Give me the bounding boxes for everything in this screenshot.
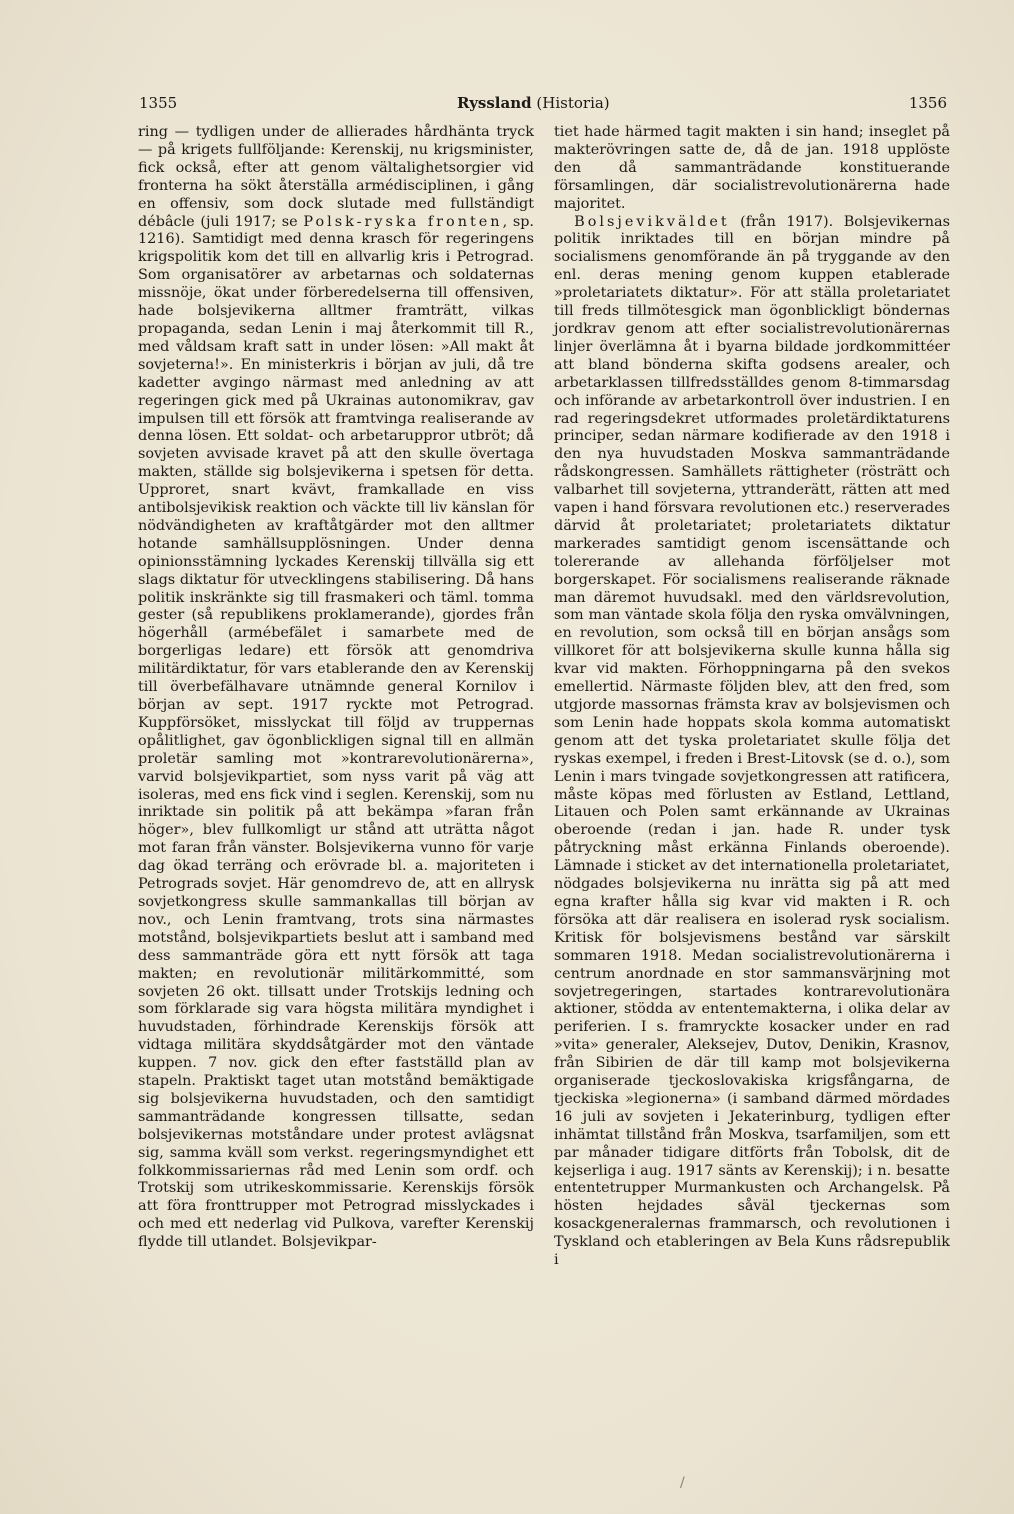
article-title: Ryssland — [457, 94, 532, 112]
right-column — [554, 124, 950, 1270]
left-column — [138, 124, 534, 1252]
page-number-left: 1355 — [139, 94, 178, 112]
left-paragraph — [138, 124, 534, 1252]
page-number-right: 1356 — [908, 94, 947, 112]
section-heading: Bolsjevikväldet — [574, 213, 730, 230]
left-text-b: , sp. 1216). Samtidigt med denna krasch för regeringens krigspolitik kom det till en allvarlig kris i Petrograd. Som organisatörer av arbetarnas och soldaternas missnöje, ökat under förberedelserna till offensiven, hade bolsjevikerna alltmer framträtt, vilkas propaganda, sedan Lenin i maj återkommit till R., med våldsam kraft satt in under lösen: »All makt åt sovjeterna!». En ministerkris i början av juli, då tre kadetter avgingo närmast med anledning av att regeringen gick med på Ukrainas autonomikrav, gav impulsen till ett försök att framtvinga realiserande av denna lösen. Ett soldat- och arbetaruppror utbröt; då sovjeten avvisade kravet på att den skulle övertaga makten, ställde sig bolsjevikerna i spetsen för detta. Upproret, snart kvävt, framkallade en viss antibolsjevikisk reaktion och väckte till liv känslan för nödvändigheten av kraftåtgärder mot den alltmer hotande samhällsupplösningen. Under denna opinionsstämning lyckades Kerenskij tillvälla sig ett slags diktatur för utvecklingens stabilisering. Då hans politik inskränkte sig till frasmakeri och täml. tomma gester (så republikens proklamerande), gjordes från högerhåll (armébefälet i samarbete med de borgerligas ledare) ett försök att genomdriva militärdiktatur, för vars etablerande den av Kerenskij till överbefälhavare utnämnde general Kornilov i början av sept. 1917 ryckte mot Petrograd. Kuppförsöket, misslyckat till följd av truppernas opålitlighet, gav ögonblickligen signal till en allmän proletär samling mot »kontrarevolutionärerna», varvid bolsjevikpartiet, som nyss varit på väg att isoleras, med ens fick vind i seglen. Kerenskij, som nu inriktade sin politik på att bekämpa »faran från höger», blev fullkomligt ur stånd att uträtta något mot faran från vänster. Bolsjevikerna vunno för varje dag ökad terräng och erövrade bl. a. majoriteten i Petrograds sovjet. Här genomdrevo de, att en allrysk sovjetkongress skulle sammankallas till början av nov., och Lenin framtvang, trots sina närmastes motstånd, bolsjevikpartiets beslut att i samband med dess sammanträde göra ett nytt försök att taga makten; en revolutionär militärkommitté, som sovjeten 26 okt. tillsatt under Trotskijs ledning och som förklarade sig vara högsta militära myndighet i huvudstaden, förhindrade Kerenskijs försök att vidtaga militära skyddsåtgärder mot den väntade kuppen. 7 nov. gick den efter fastställd plan av stapeln. Praktiskt taget utan motstånd bemäktigade sig bolsjevikerna huvudstaden, och den samtidigt sammanträdande kongressen tillsatte, sedan bolsjevikernas motståndare under protest avlägsnat sig, samma kväll som verkst. regeringsmyndighet ett folkkommissariernas råd med Lenin som ordf. och Trotskij som utrikeskommissarie. Kerenskijs försök att föra fronttrupper mot Petrograd misslyckades i och med ett nederlag vid Pulkova, varefter Kerenskij flydde till utlandet. Bolsjevikpar- — [138, 213, 534, 1251]
pencil-mark: / — [680, 1475, 685, 1491]
running-head — [137, 94, 947, 116]
right-text-body: (från 1917). Bolsjevikernas politik inriktades till en början mindre på socialismens genomförande än på tryggande av den enl. deras mening genom kuppen etablerade »proletariatets diktatur». För att ställa proletariatet till freds tillmötesgick man ögonblickligt böndernas jordkrav genom att efter socialistrevolutionärernas linjer överlämna åt i byarna bildade jordkommittéer att bland bönderna skifta godsens arealer, och arbetarklassen tillfredsställdes genom 8-timmarsdag och införande av arbetarkontroll över industrien. I en rad regeringsdekret utformades proletärdiktaturens principer, sedan närmare kodifierade av den 1918 i den nya huvudstaden Moskva sammanträdande rådskongressen. Samhällets rättigheter (rösträtt och valbarhet till sovjeterna, yttranderätt, rätten att med vapen i hand försvara revolutionen etc.) reserverades därvid åt proletariatet; proletariatets diktatur markerades samtidigt genom iscensättande och tolererande av allehanda förföljelser mot borgerskapet. För socialismens realiserande räknade man däremot huvudsakl. med den världsrevolution, som man väntade skola följa den ryska omvälvningen, en revolution, som också till en början ansågs som villkoret för att bolsjevikerna skulle kunna hålla sig kvar vid makten. Förhoppningarna på den svekos emellertid. Närmaste följden blev, att den fred, som utgjorde massornas främsta krav av bolsjevismen och som Lenin hade hoppats skola komma automatiskt genom att det tyska proletariatet skulle följa det ryskas exempel, i freden i Brest-Litovsk (se d. o.), som Lenin i mars tvingade sovjetkongressen att ratificera, måste köpas med förlusten av Estland, Lettland, Litauen och Polen samt erkännande av Ukrainas oberoende (redan i jan. hade R. under tysk påtryckning måst erkänna Finlands oberoende). Lämnade i sticket av det internationella proletariatet, nödgades bolsjevikerna nu inrätta sig på att med egna krafter hålla sig kvar vid makten i R. och försöka att där realisera en isolerad rysk socialism. Kritisk för bolsjevismens bestånd var särskilt sommaren 1918. Medan socialistrevolutionärerna i centrum anordnade en stor sammansvärjning mot sovjetregeringen, startades kontrarevolutionära aktioner, stödda av ententemakterna, i olika delar av periferien. I s. framryckte kosacker under en rad »vita» generaler, Aleksejev, Dutov, Denikin, Krasnov, från Sibirien de där till kamp mot bolsjevikerna organiserade tjeckoslovakiska krigsfångarna, de tjeckiska »legionerna» (i samband därmed mördades 16 juli av sovjeten i Jekaterinburg, tydligen efter inhämtat tillstånd från Moskva, tsarfamiljen, som ett par månader tidigare ditförts från Tobolsk, dit de kejserliga i aug. 1917 sänts av Kerenskij); i n. besatte ententetrupper Murmankusten och Archangelsk. På hösten hejdades såväl tjeckernas som kosackgeneralernas frammarsch, och revolutionen i Tyskland och etableringen av Bela Kuns rådsrepublik i — [554, 213, 950, 1269]
running-title — [457, 94, 610, 112]
cross-reference: Polsk-ryska fronten — [303, 213, 503, 230]
right-paragraph-1: tiet hade härmed tagit makten i sin hand; inseglet på makterövringen satte de, då de jan. 1918 upplöste den då sammanträdande konstituerande församlingen, där socialistrevolutionärerna hade majoritet. — [554, 124, 950, 212]
article-subtitle: (Historia) — [536, 94, 610, 112]
left-text-a: ring — tydligen under de allierades hårdhänta tryck — på krigets fullföljande: Kerenskij, nu krigsminister, fick också, efter att genom vältalighetsorgier vid fronterna ha sökt återställa armédisciplinen, i gång en offensiv, som dock slutade med fullständigt débâcle (juli 1917; se — [138, 124, 534, 230]
right-paragraph-2 — [554, 214, 950, 1270]
